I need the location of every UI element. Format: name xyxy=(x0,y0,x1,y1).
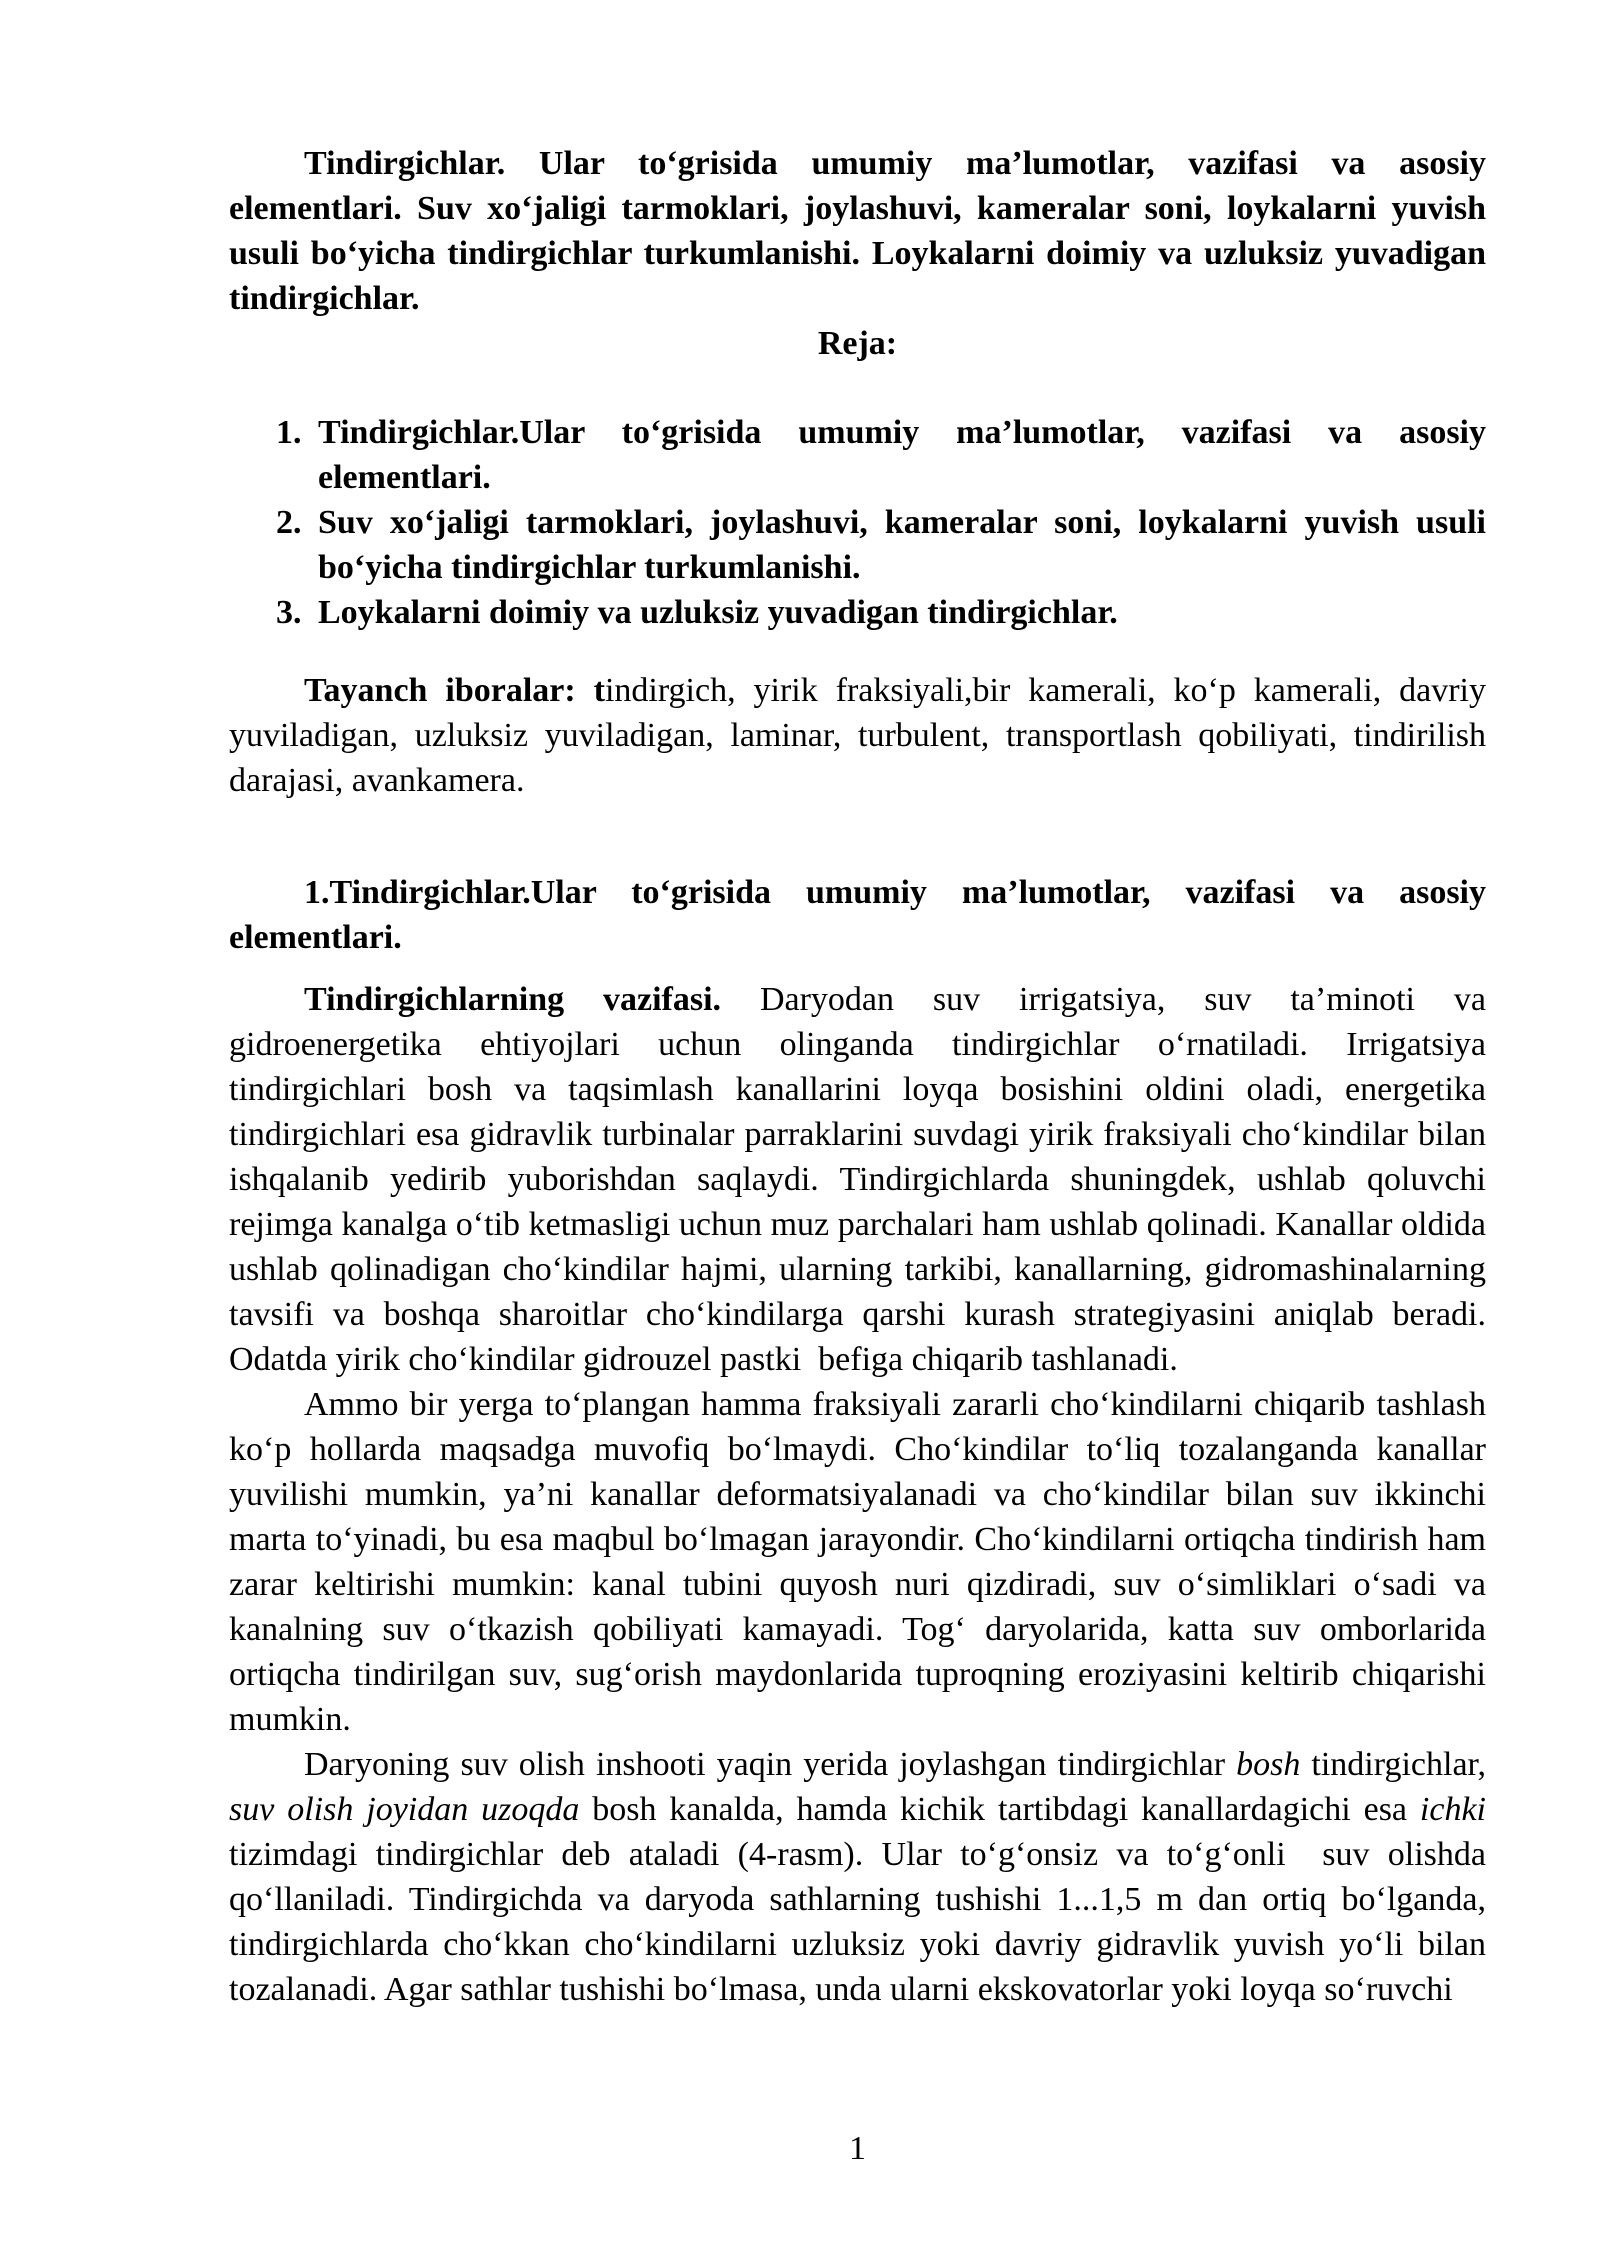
paragraph-daryoning-italic-ichki: ichki xyxy=(1419,1791,1486,1828)
plan-item-3 xyxy=(229,590,1486,635)
paragraph-daryoning-italic-uzoqda: suv olish joyidan uzoqda xyxy=(229,1791,580,1828)
plan-item-3-text: Loykalarni doimiy va uzluksiz yuvadigan tindirgichlar. xyxy=(318,594,1118,631)
document-title: Tindirgichlar. Ular toʻgrisida umumiy ma’lumotlar, vazifasi va asosiy elementlari. Suv xoʻjaligi tarmoklari, joylashuvi, kameralar soni, loykalarni yuvish usuli boʻyicha tindirgichlar turkumlanishi. Loykalarni doimiy va uzluksiz yuvadigan tindirgichlar. xyxy=(229,145,1486,317)
paragraph-daryoning xyxy=(229,1742,1486,2012)
paragraph-daryoning-italic-bosh: bosh xyxy=(1236,1746,1301,1783)
plan-item-2-number: 2. xyxy=(276,504,302,541)
paragraph-daryoning-s4: tizimdagi tindirgichlar deb ataladi (4-rasm). Ular toʻgʻonsiz va toʻgʻonli suv olishda qoʻllaniladi. Tindirgichda va daryoda sathlarning tushishi 1...1,5 m dan ortiq boʻlganda, tindirgichlarda choʻkkan choʻkindilarni uzluksiz yoki davriy gidravlik yuvish yoʻli bilan tozalanadi. Agar sathlar tushishi boʻlmasa, unda ularni ekskovatorlar yoki loyqa soʻruvchi xyxy=(229,1836,1486,2008)
paragraph-vazifasi-lead: Tindirgichlarning vazifasi. xyxy=(304,981,722,1018)
section-heading: 1.Tindirgichlar.Ular toʻgrisida umumiy ma’lumotlar, vazifasi va asosiy elementlari. xyxy=(229,874,1486,956)
plan-list xyxy=(229,410,1486,635)
plan-item-2 xyxy=(229,500,1486,590)
plan-item-3-number: 3. xyxy=(276,594,302,631)
paragraph-daryoning-s3: bosh kanalda, hamda kichik tartibdagi kanallardagichi esa xyxy=(579,1791,1420,1828)
plan-heading: Reja: xyxy=(817,325,898,362)
keywords-label: Tayanch iboralar: t xyxy=(304,672,605,709)
page-number: 1 xyxy=(849,2130,866,2167)
keywords-text: indirgich, yirik fraksiyali,bir kamerali, koʻp kamerali, davriy yuviladigan, uzluksiz yuviladigan, laminar, turbulent, transportlash qobiliyati, tindirilish darajasi, avankamera. xyxy=(229,672,1486,799)
plan-item-2-text: Suv xoʻjaligi tarmoklari, joylashuvi, kameralar soni, loykalarni yuvish usuli boʻyicha tindirgichlar turkumlanishi. xyxy=(318,504,1486,586)
paragraph-ammo: Ammo bir yerga toʻplangan hamma fraksiyali zararli choʻkindilarni chiqarib tashlash koʻp hollarda maqsadga muvofiq boʻlmaydi. Choʻkindilar toʻliq tozalanganda kanallar yuvilishi mumkin, ya’ni kanallar deformatsiyalanadi va choʻkindilar bilan suv ikkinchi marta toʻyinadi, bu esa maqbul boʻlmagan jarayondir. Choʻkindilarni ortiqcha tindirish ham zarar keltirishi mumkin: kanal tubini quyosh nuri qizdiradi, suv oʻsimliklari oʻsadi va kanalning suv oʻtkazish qobiliyati kamayadi. Togʻ daryolarida, katta suv omborlarida ortiqcha tindirilgan suv, sugʻorish maydonlarida tuproqning eroziyasini keltirib chiqarishi mumkin. xyxy=(229,1386,1486,1738)
plan-item-1-text: Tindirgichlar.Ular toʻgrisida umumiy ma’lumotlar, vazifasi va asosiy elementlari. xyxy=(318,414,1486,496)
paragraph-daryoning-s1: Daryoning suv olish inshooti yaqin yerida joylashgan tindirgichlar xyxy=(304,1746,1237,1783)
paragraph-vazifasi xyxy=(229,977,1486,1382)
keywords-paragraph xyxy=(229,668,1486,803)
paragraph-daryoning-s2: tindirgichlar, xyxy=(1300,1746,1486,1783)
paragraph-vazifasi-text: Daryodan suv irrigatsiya, suv ta’minoti va gidroenergetika ehtiyojlari uchun olinganda tindirgichlar oʻrnatiladi. Irrigatsiya tindirgichlari bosh va taqsimlash kanallarini loyqa bosishini oldini oladi, energetika tindirgichlari esa gidravlik turbinalar parraklarini suvdagi yirik fraksiyali choʻkindilar bilan ishqalanib yedirib yuborishdan saqlaydi. Tindirgichlarda shuningdek, ushlab qoluvchi rejimga kanalga oʻtib ketmasligi uchun muz parchalari ham ushlab qolinadi. Kanallar oldida ushlab qolinadigan choʻkindilar hajmi, ularning tarkibi, kanallarning, gidromashinalarning tavsifi va boshqa sharoitlar choʻkindilarga qarshi kurash strategiyasini aniqlab beradi. Odatda yirik choʻkindilar gidrouzel pastki befiga chiqarib tashlanadi. xyxy=(229,981,1486,1378)
plan-item-1 xyxy=(229,410,1486,500)
plan-item-1-number: 1. xyxy=(276,414,302,451)
